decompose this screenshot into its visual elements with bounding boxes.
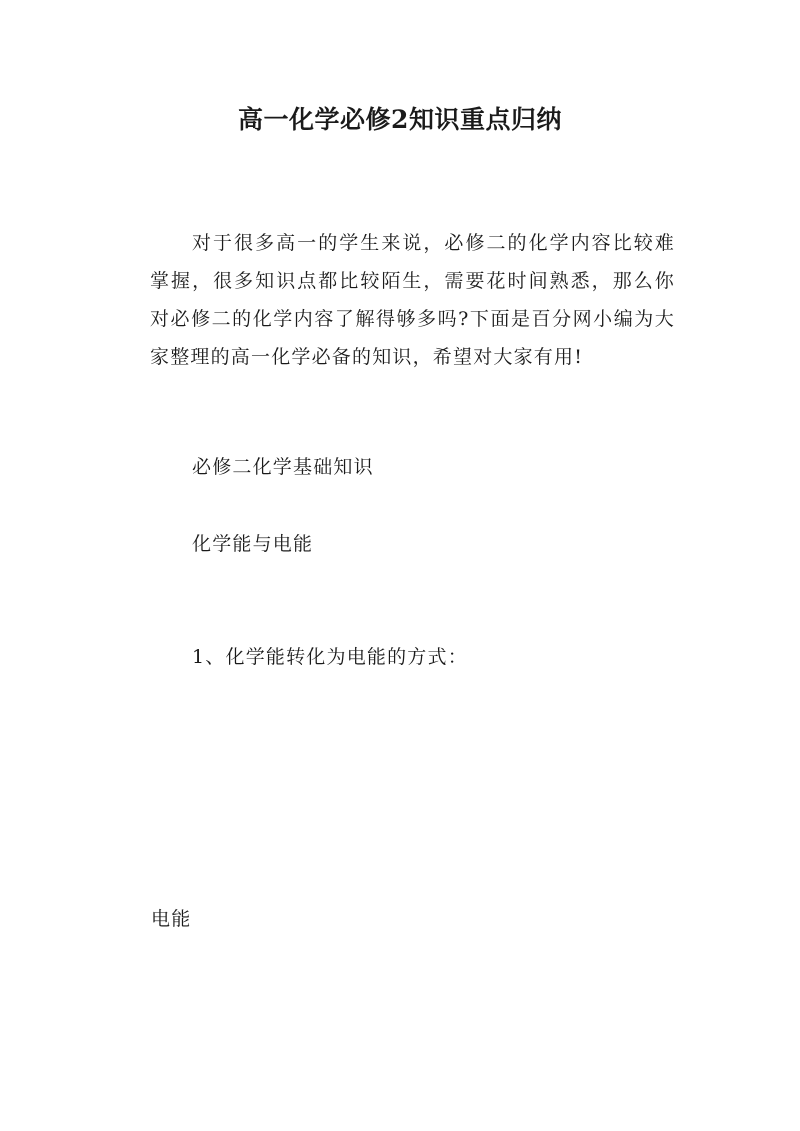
document-title: 高一化学必修2知识重点归纳 [238, 105, 562, 134]
text-fragment: 电能 [151, 908, 192, 930]
intro-paragraph: 对于很多高一的学生来说，必修二的化学内容比较难掌握，很多知识点都比较陌生，需要花时间熟悉，那么你对必修二的化学内容了解得够多吗?下面是百分网小编为大家整理的高一化学必备的知识，希望对大家有用! [150, 232, 675, 368]
list-item-1: 1、化学能转化为电能的方式： [192, 646, 468, 668]
section-heading: 必修二化学基础知识 [192, 456, 374, 478]
subsection-heading: 化学能与电能 [192, 533, 314, 555]
